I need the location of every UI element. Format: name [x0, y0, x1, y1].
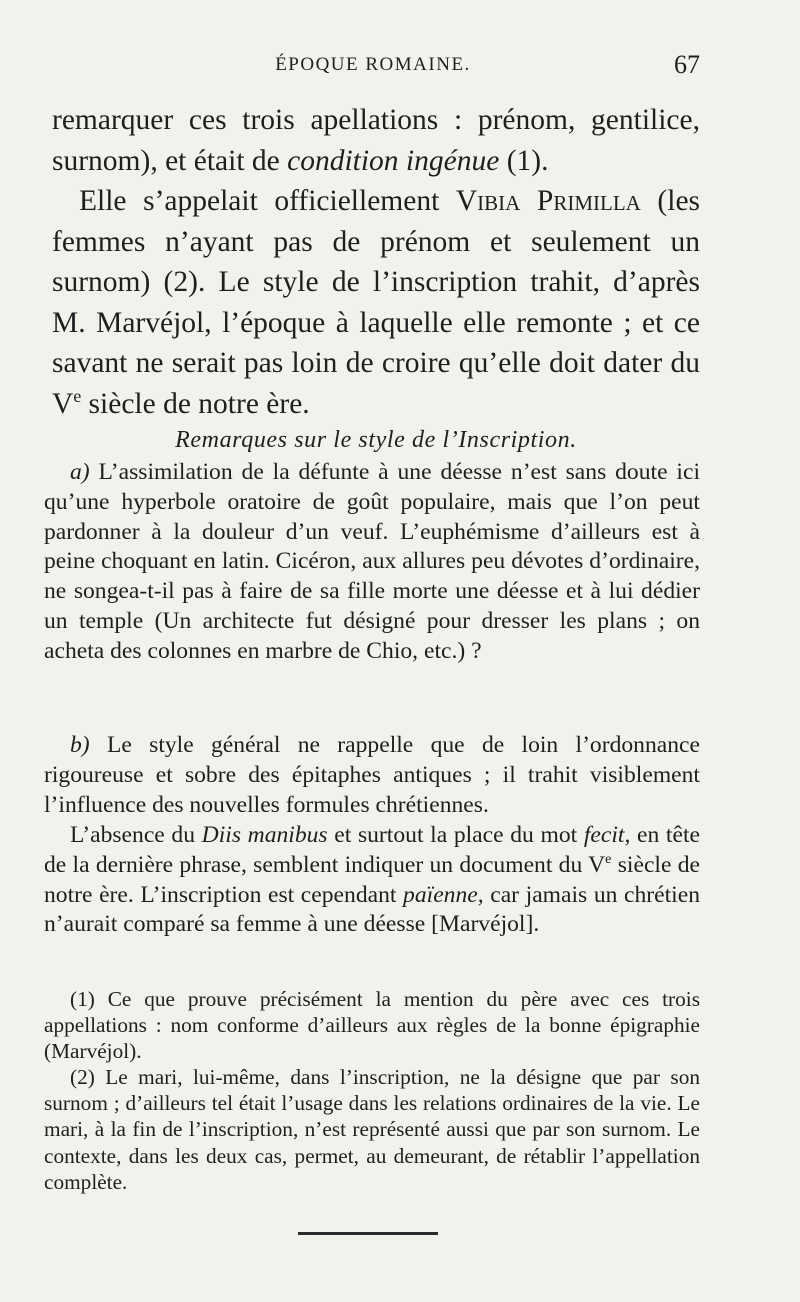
running-head: [46, 50, 700, 80]
remark-b-label: b): [70, 732, 90, 758]
emphasis-fecit: fecit,: [583, 822, 631, 848]
end-rule: [298, 1232, 438, 1235]
emphasis-diis-manibus: Diis manibus: [201, 822, 328, 848]
remark-a: a) L’assimilation de la défunte à une déesse n’est sans doute ici qu’une hyperbole oratoire de goût populaire, mais que l’on peut pardonner à la douleur d’un veuf. L’euphémisme d’ailleurs est à peine choquant en latin. Cicéron, aux allures peu dévotes d’ordinaire, ne songea-t-il pas à faire de sa fille morte une déesse et à lui dédier un temple (Un architecte fut désigné pour dresser les plans ; on acheta des colonnes en marbre de Chio, etc.) ?: [44, 459, 700, 664]
footnotes: [44, 986, 700, 1195]
emphasis-paienne: païenne,: [403, 881, 484, 908]
section-title: Remarques sur le style de l’Inscription.: [175, 427, 577, 453]
body-paragraph-name: Elle s’appelait officiellement Vibia Primilla (les femmes n’ayant pas de prénom et seulement un surnom) (2). Le style de l’inscription trahit, d’après M. Marvéjol, l’époque à laquelle elle remonte ; et ce savant ne serait pas loin de croire qu’elle doit dater du Ve siècle de notre ère.: [52, 185, 701, 420]
person-name: Vibia Primilla: [455, 185, 641, 217]
page-number: 67: [674, 50, 700, 79]
remark-b: b) Le style général ne rappelle que de loin l’ordonnance rigoureuse et sobre des épitaphes antiques ; il trahit visiblement l’influence des nouvelles formules chrétiennes.: [44, 732, 700, 818]
remark-b-continued: L’absence du Diis manibus et surtout la place du mot fecit, en tête de la dernière phrase, semblent indiquer un document du Ve siècle de notre ère. L’inscription est cependant païenne, car jamais un chrétien n’aurait comparé sa femme à une déesse [Marvéjol].: [44, 822, 700, 938]
emphasis-condition: condition ingénue: [287, 144, 500, 177]
body-paragraph-continued: remarquer ces trois apellations : prénom, gentilice, surnom), et était de condition ingénue (1).: [52, 104, 700, 177]
footnote-2: (2) Le mari, lui-même, dans l’inscription, ne la désigne que par son surnom ; d’ailleurs tel était l’usage dans les relations ordinaires de la vie. Le mari, à la fin de l’inscription, n’est représenté aussi que par son surnom. Le contexte, dans les deux cas, permet, au demeurant, de rétablir l’appellation complète.: [44, 1065, 700, 1194]
footnote-1: (1) Ce que prouve précisément la mention du père avec ces trois appellations : nom conforme d’ailleurs aux règles de la bonne épigraphie (Marvéjol).: [44, 987, 700, 1064]
remark-a-label: a): [70, 459, 90, 485]
running-title: ÉPOQUE ROMAINE.: [275, 54, 471, 75]
